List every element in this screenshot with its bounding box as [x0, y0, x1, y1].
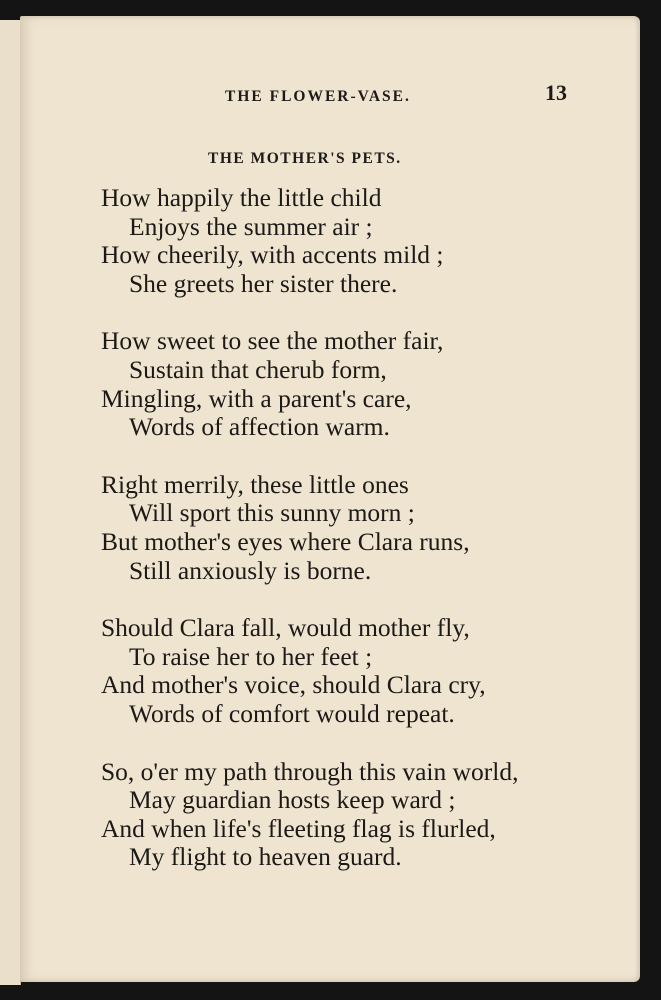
poem-line: So, o'er my path through this vain world,	[101, 756, 519, 786]
poem-line: And when life's fleeting flag is flurled,	[101, 813, 496, 843]
poem-line: Sustain that cherub form,	[129, 354, 387, 384]
poem-line: Enjoys the summer air ;	[129, 211, 373, 241]
facing-page-edge	[0, 20, 21, 985]
poem-line: May guardian hosts keep ward ;	[129, 785, 456, 815]
poem-line: But mother's eyes where Clara runs,	[101, 526, 470, 556]
stanza-5	[101, 758, 601, 872]
page-number: 13	[545, 80, 567, 105]
poem-line: Mingling, with a parent's care,	[101, 383, 412, 413]
stanza-2	[101, 327, 601, 441]
poem-line: And mother's voice, should Clara cry,	[101, 670, 486, 700]
poem-line: Still anxiously is borne.	[129, 555, 372, 585]
poem-line: Should Clara fall, would mother fly,	[101, 613, 470, 643]
poem-line: My flight to heaven guard.	[129, 842, 402, 872]
poem-line: Words of comfort would repeat.	[129, 698, 455, 728]
poem-line: Words of affection warm.	[129, 412, 390, 442]
stanza-3	[101, 471, 601, 585]
poem-body	[101, 184, 601, 901]
stanza-4	[101, 614, 601, 728]
poem-line: She greets her sister there.	[129, 268, 398, 298]
poem-line: How cheerily, with accents mild ;	[101, 240, 444, 270]
poem-line: How sweet to see the mother fair,	[101, 326, 444, 356]
poem-line: How happily the little child	[101, 183, 382, 212]
poem-line: Will sport this sunny morn ;	[129, 498, 415, 528]
poem-line: Right merrily, these little ones	[101, 469, 409, 499]
poem-title: THE MOTHER'S PETS.	[208, 150, 402, 167]
running-head: THE FLOWER-VASE.	[225, 88, 411, 105]
stanza-1	[101, 184, 601, 298]
poem-line: To raise her to her feet ;	[129, 641, 373, 671]
